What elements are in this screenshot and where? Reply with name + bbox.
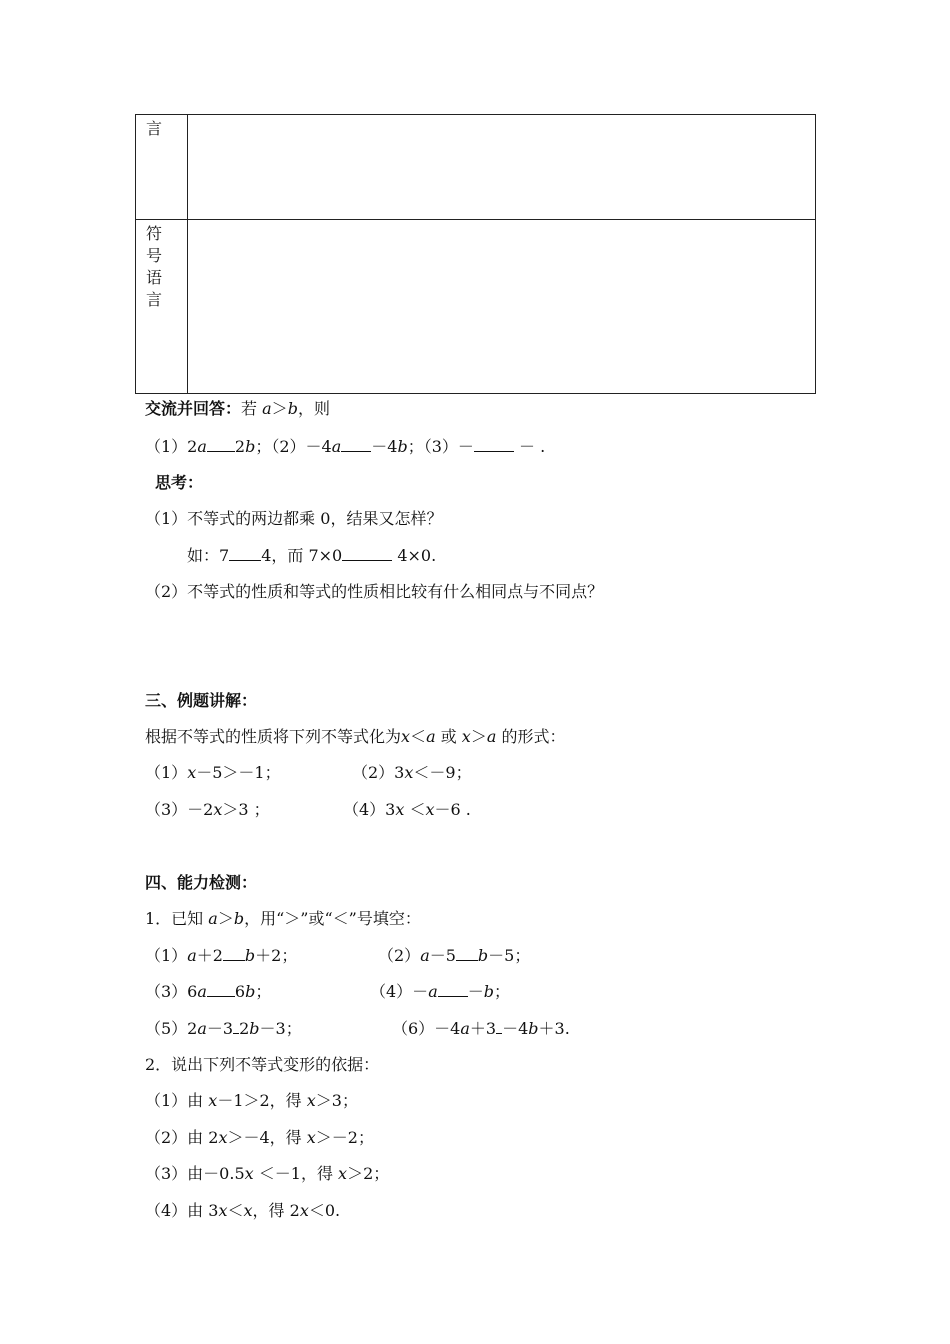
text: ＜－9； [413,763,472,782]
text: ；（3）－ [407,437,474,456]
transform-item-2 [145,1127,374,1149]
text: －3； [259,1019,302,1038]
label-char: 言 [146,290,163,309]
section4-q2: 2．说出下列不等式变形的依据： [145,1055,380,1074]
exchange-heading: 交流并回答： [145,399,242,418]
answer-blank[interactable] [474,437,514,452]
text: ＞3 ； [222,800,270,819]
think-example [187,545,436,567]
text: 如：7 [187,546,230,565]
text: －3 [206,1019,234,1038]
text: ＜ [227,1201,244,1220]
answer-blank[interactable] [207,437,235,452]
text: （4）－ [370,982,429,1001]
fill-item-2 [378,945,530,967]
var: x [299,1201,309,1220]
var: x [187,763,197,782]
example-problem-3 [145,799,270,821]
var: b [477,946,489,965]
language-table [135,114,816,394]
text: －4 [502,1019,529,1038]
text: 4×0. [392,546,437,565]
section3-intro [145,726,565,748]
var: b [245,982,256,1001]
think-item-2: （2）不等式的性质和等式的性质相比较有什么相同点与不同点？ [145,582,604,601]
var: a [187,946,197,965]
text: － [467,982,484,1001]
text: . [540,437,546,456]
text: －5 [429,946,456,965]
var: x [306,1091,316,1110]
text: 1．已知 [145,909,209,928]
var: a [420,946,430,965]
text: 2 [234,437,246,456]
var: x [404,763,414,782]
text: ＜0. [308,1201,341,1220]
var: x [306,1128,316,1147]
text: ＞3； [315,1091,358,1110]
text: ＋3. [538,1019,570,1038]
section3-heading: 三、例题讲解： [145,691,258,710]
text: ＋3 [469,1019,497,1038]
row-label-verbal [136,115,188,219]
fill-item-4 [370,981,510,1003]
text: ； [255,982,272,1001]
text: （2）由 2 [145,1128,219,1147]
text: （2）3 [352,763,405,782]
section4-heading: 四、能力检测： [145,873,258,892]
text: （5）2 [145,1019,198,1038]
text: 或 [435,727,462,746]
text: ＞－4，得 [227,1128,307,1147]
example-problem-2 [352,762,472,784]
text: －6 . [434,800,471,819]
text: 6 [234,982,246,1001]
text: ＞2； [347,1164,390,1183]
text: （6）－4 [392,1019,461,1038]
var: b [233,909,245,928]
var: x [338,1164,348,1183]
think-item-1: （1）不等式的两边都乘 0，结果又怎样？ [145,509,443,528]
text: 4，而 7×0 [261,546,343,565]
text: ＋2 [196,946,223,965]
var: x [425,800,435,819]
text: （1） [145,763,188,782]
text: ＜ [404,800,426,819]
text: （1）2 [145,437,198,456]
text: －5＞－1； [196,763,281,782]
label-char: 语 [146,268,163,287]
exchange-line [145,398,330,420]
var: a [426,727,436,746]
var: a [460,1019,470,1038]
text: ＞ [217,909,234,928]
var: x [401,727,411,746]
text: （2） [378,946,421,965]
section4-q1 [145,908,421,930]
text: 根据不等式的性质将下列不等式化为 [145,727,402,746]
exchange-questions [145,436,545,458]
text: （4）3 [343,800,396,819]
example-problem-4 [343,799,471,821]
text: 若 [241,399,258,418]
text: ，得 2 [252,1201,300,1220]
var: b [245,437,256,456]
text: （4）由 3 [145,1201,219,1220]
text: 2 [239,1019,250,1038]
text: ＞ [470,727,487,746]
label-char: 符 [146,224,163,243]
text: ＞ [271,399,288,418]
var: x [461,727,471,746]
table-row-symbolic [136,219,815,393]
var: a [331,437,342,456]
text: ；（2）－4 [255,437,332,456]
var: b [528,1019,539,1038]
var: a [197,1019,207,1038]
text: （3）由－0.5 [145,1164,245,1183]
var: x [244,1164,254,1183]
fill-item-3 [145,981,271,1003]
think-heading: 思考： [155,473,204,492]
text: ＜ [410,727,427,746]
var: a [197,982,207,1001]
fill-item-6 [392,1018,570,1040]
answer-blank[interactable] [341,437,371,452]
var: x [218,1128,228,1147]
text: － [519,437,536,456]
var: x [213,800,223,819]
var: a [486,727,497,746]
text: （3）－2 [145,800,214,819]
text: ，则 [297,399,330,418]
fill-item-5 [145,1018,302,1040]
text: （1）由 [145,1091,209,1110]
fill-item-1 [145,945,297,967]
row-label-symbolic [136,219,188,393]
answer-blank[interactable] [438,982,468,997]
answer-blank[interactable] [456,946,478,961]
text: ； [494,982,511,1001]
var: b [483,982,494,1001]
text: ＜－1，得 [253,1164,339,1183]
text: （3）6 [145,982,198,1001]
example-problem-1 [145,762,281,784]
text: －5； [488,946,531,965]
var: x [218,1201,228,1220]
row1-label-text: 言 [146,119,163,138]
transform-item-4 [145,1200,340,1222]
var: a [428,982,438,1001]
answer-blank[interactable] [223,946,245,961]
var: x [243,1201,253,1220]
var: a [197,437,207,456]
text: （1） [145,946,188,965]
text: ，用“＞”或“＜”号填空： [244,909,421,928]
var: x [208,1091,218,1110]
text: 的形式： [496,727,566,746]
text: ＞－2； [315,1128,374,1147]
answer-blank[interactable] [207,982,235,997]
label-char: 号 [146,246,163,265]
table-row-verbal [136,115,815,220]
var: b [397,437,408,456]
answer-blank[interactable] [342,546,392,561]
transform-item-3 [145,1163,389,1185]
transform-item-1 [145,1090,358,1112]
var: b [244,946,256,965]
var: b [287,399,298,418]
text: －4 [371,437,398,456]
var: a [208,909,218,928]
answer-blank[interactable] [229,546,261,561]
var: x [395,800,405,819]
text: －1＞2，得 [217,1091,307,1110]
text: ＋2； [255,946,298,965]
var: b [249,1019,260,1038]
var: a [262,399,272,418]
